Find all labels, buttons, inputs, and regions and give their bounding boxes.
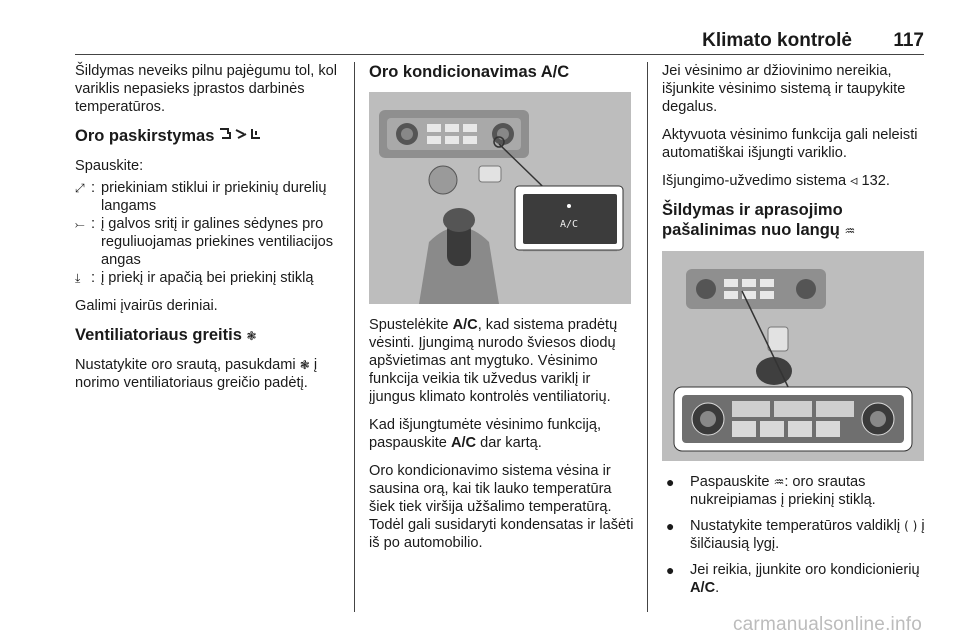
airflow-heading-text: Oro paskirstymas [75, 127, 215, 145]
option-text: į galvos sritį ir galines sėdynes pro reguliuojamas priekines ventiliacijos angas [101, 216, 333, 268]
ac-paragraph-1: Spustelėkite A/C, kad sistema pradėtų vėsinti. Įjungimą nurodo šviesos diodų apšvietimas ant mygtuko. Vėsinimo funkcija veikia tik užvedus variklį ir įjungus klimato kontrolės ventiliatorių. [369, 317, 618, 405]
airflow-options-list [75, 179, 345, 287]
column-divider [354, 62, 355, 612]
list-item: ● Nustatykite temperatūros valdiklį ( ) į šilčiausią lygį. [666, 518, 925, 552]
list-item: ● Paspauskite ♒: oro srautas nukreipiamas į priekinį stiklą. [666, 474, 876, 508]
fan-icon: ❃ [299, 358, 310, 372]
stop-start-reference: Išjungimo-užvedimo sistema ◃ 132. [662, 173, 890, 189]
watermark: carmanualsonline.info [732, 614, 922, 635]
defrost-console-illustration [662, 251, 924, 461]
option-text: priekiniam stiklui ir priekinių durelių langams [101, 180, 327, 214]
ac-paragraph-3: Oro kondicionavimo sistema vėsina ir sausina orą, kai tik lauko temperatūra šiek tiek viršija užšalimo temperatūrą. Todėl gali susidaryti kondensatas ir lašėti iš po automobilio. [369, 463, 634, 551]
list-item: ● Jei reikia, įjunkite oro kondicionierių A/C. [666, 562, 920, 596]
header-divider [75, 54, 924, 55]
page-number: 117 [893, 30, 924, 51]
head-airflow-icon: ⤚ [75, 217, 85, 231]
fan-paragraph: Nustatykite oro srautą, pasukdami ❃ į norimo ventiliatoriaus greičio padėtį. [75, 357, 318, 391]
page-reference-arrow-icon: ◃ [850, 173, 858, 189]
combos-paragraph: Galimi įvairūs deriniai. [75, 298, 218, 314]
column-middle [369, 62, 635, 562]
cooling-paragraph-2: Aktyvuota vėsinimo funkcija gali neleisti automatiškai išjungti variklio. [662, 127, 918, 161]
list-item: ⤚ : į galvos sritį ir galines sėdynes pro reguliuojamas priekines ventiliacijos angas [75, 215, 345, 269]
column-left [75, 62, 345, 402]
defrost-max-icon: ♒ [844, 224, 856, 238]
airflow-mode-icons [219, 130, 265, 144]
windscreen-airflow-icon: ⤢ [75, 181, 85, 195]
temperature-control-icon: ( ) [904, 519, 918, 533]
page-header-title: Klimato kontrolė [702, 30, 852, 51]
ac-heading: Oro kondicionavimas A/C [369, 63, 570, 81]
ac-paragraph-2: Kad išjungtumėte vėsinimo funkciją, paspauskite A/C dar kartą. [369, 417, 601, 451]
defrost-heading: Šildymas ir aprasojimo pašalinimas nuo langų ♒ [662, 201, 856, 239]
press-label: Spauskite: [75, 158, 144, 174]
ac-button-label: A/C [559, 219, 579, 230]
list-item: ⤓ : į priekį ir apačią bei priekinį stiklą [75, 269, 345, 287]
intro-paragraph: Šildymas neveiks pilnu pajėgumu tol, kol variklis nepasieks įprastos darbinės temperatūros. [75, 63, 338, 115]
option-text: į priekį ir apačią bei priekinį stiklą [101, 270, 314, 286]
cooling-paragraph-1: Jei vėsinimo ar džiovinimo nereikia, išjunkite vėsinimo sistemą ir taupykite degalus. [662, 63, 906, 115]
list-item: ⤢ : priekiniam stiklui ir priekinių durelių langams [75, 179, 345, 215]
ac-console-illustration [369, 92, 631, 304]
airflow-heading [75, 126, 345, 147]
column-divider [647, 62, 648, 612]
defrost-max-icon: ♒ [773, 475, 785, 489]
fan-icon: ❃ [246, 329, 257, 343]
column-right [662, 62, 928, 605]
footwell-airflow-icon: ⤓ [75, 271, 81, 285]
fan-speed-heading: Ventiliatoriaus greitis ❃ [75, 326, 257, 344]
